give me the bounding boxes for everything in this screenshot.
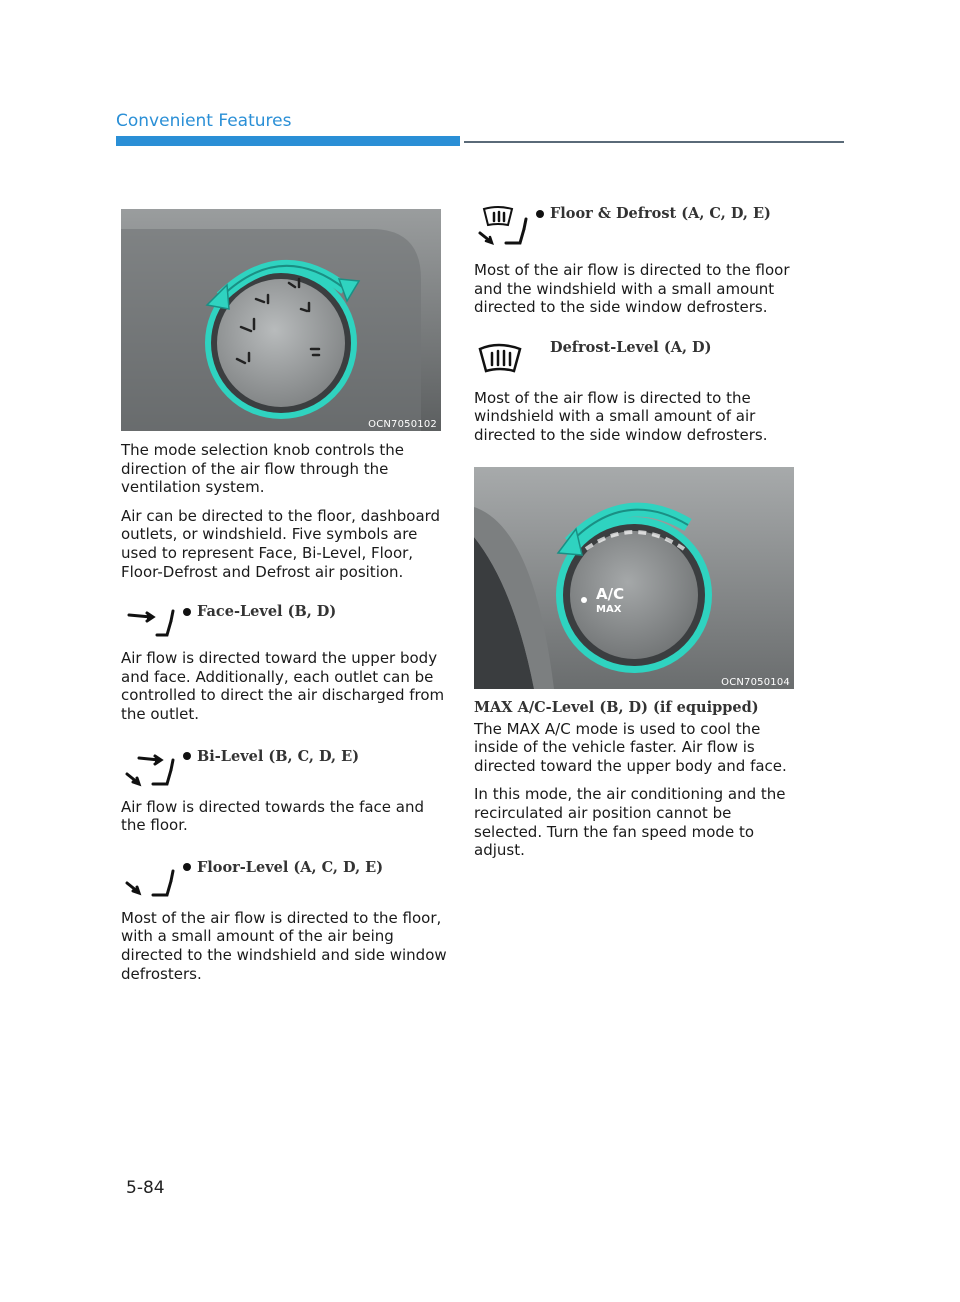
paragraph: Air flow is directed toward the upper body and face. Additionally, each outlet can be controlled to direct the air discharged from the outlet. — [121, 649, 445, 723]
header-rule — [464, 141, 844, 143]
mode-title: Floor-Level (A, C, D, E) — [183, 859, 383, 876]
mode-title: Defrost-Level (A, D) — [550, 338, 712, 356]
paragraph: Air flow is directed towards the face and the floor. — [121, 797, 425, 835]
paragraph: Most of the air flow is directed to the floor, with a small amount of the air being directed to the windshield and side window defrosters. — [121, 908, 447, 983]
header-accent-bar — [116, 136, 460, 146]
face-level-icon — [121, 601, 183, 641]
paragraph: The MAX A/C mode is used to cool the inside of the vehicle faster. Air flow is directed toward the upper body and face. — [474, 719, 787, 775]
floor-level-icon — [121, 857, 183, 901]
max-ac-knob-photo — [474, 467, 794, 689]
paragraph: Air can be directed to the floor, dashboard outlets, or windshield. Five symbols are used to represent Face, Bi-Level, Floor, Floor-Defrost and Defrost air position. — [121, 506, 441, 581]
bullet-dot — [183, 863, 191, 871]
paragraph: Most of the air flow is directed to the floor and the windshield with a small amount directed to the side window defrosters. — [474, 261, 790, 317]
paragraph: The mode selection knob controls the direction of the air flow through the ventilation system. — [121, 441, 405, 497]
mode-knob-photo — [121, 209, 441, 431]
bullet-dot — [536, 210, 544, 218]
defrost-icon — [474, 337, 536, 381]
page-number: 5-84 — [126, 1178, 165, 1198]
bullet-dot — [183, 608, 191, 616]
section-title: Convenient Features — [116, 111, 292, 131]
knob-label-ac: A/C — [596, 584, 625, 603]
mode-floor-defrost — [474, 203, 804, 247]
floor-defrost-icon — [474, 203, 536, 247]
paragraph: In this mode, the air conditioning and the recirculated air position cannot be selected. Turn the fan speed mode to adjust. — [474, 785, 786, 860]
bullet-dot — [183, 752, 191, 760]
photo-reference-code: OCN7050104 — [721, 676, 790, 688]
mode-title: Bi-Level (B, C, D, E) — [183, 748, 359, 765]
mode-title: Floor & Defrost (A, C, D, E) — [536, 205, 771, 222]
mode-title: Face-Level (B, D) — [183, 603, 336, 620]
mode-bi-level — [121, 746, 451, 790]
mode-floor-level — [121, 857, 451, 901]
mode-defrost-level — [474, 337, 804, 381]
right-column — [474, 203, 804, 860]
paragraph: Most of the air flow is directed to the windshield with a small amount of air directed to the side window defrosters. — [474, 388, 768, 444]
left-column — [121, 209, 451, 983]
bi-level-icon — [121, 746, 183, 790]
max-ac-heading: MAX A/C-Level (B, D) (if equipped) — [474, 698, 759, 716]
photo-reference-code: OCN7050102 — [368, 419, 437, 430]
mode-face-level — [121, 601, 451, 641]
knob-label-max: MAX — [596, 603, 622, 615]
